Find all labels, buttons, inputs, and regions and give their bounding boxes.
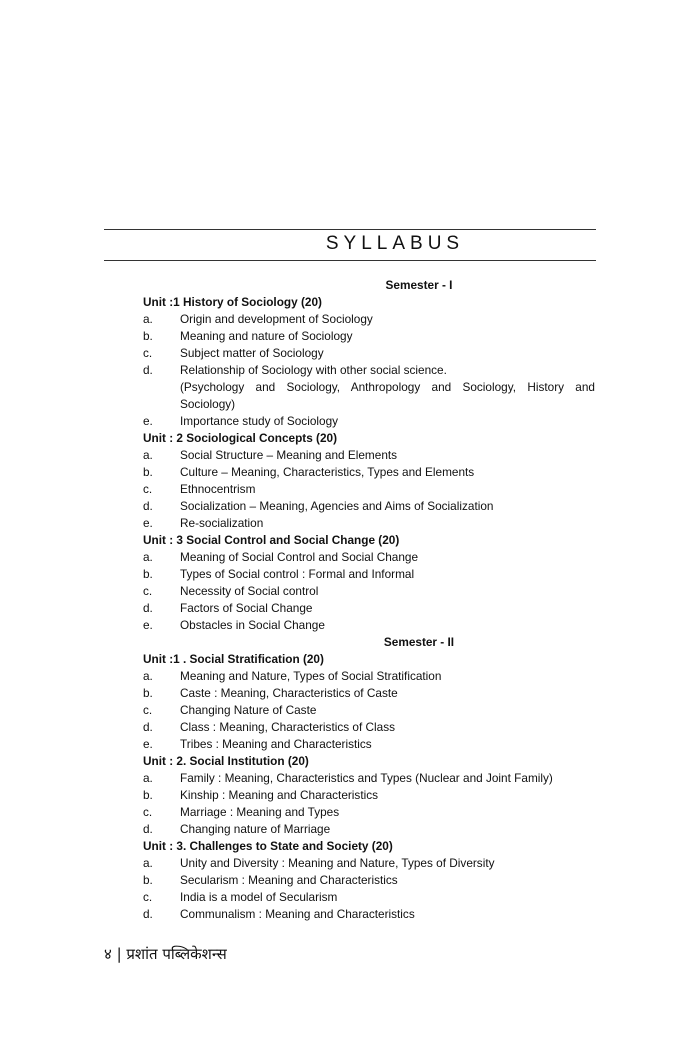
list-item: [143, 770, 595, 787]
item-letter: a.: [143, 669, 153, 683]
list-item: [143, 583, 595, 600]
list-item: [143, 345, 595, 362]
item-text-main: Re-socialization: [180, 516, 264, 530]
item-text: [180, 787, 595, 804]
list-item: [143, 464, 595, 481]
item-text-main: Relationship of Sociology with other social science.: [180, 363, 447, 377]
item-text: [180, 855, 595, 872]
item-text: [180, 413, 595, 430]
list-item: [143, 566, 595, 583]
item-text-main: Factors of Social Change: [180, 601, 313, 615]
list-item: [143, 515, 595, 532]
item-text: [180, 549, 595, 566]
item-text: [180, 770, 595, 787]
item-text: [180, 719, 595, 736]
list-item: [143, 447, 595, 464]
item-text-main: Types of Social control : Formal and Informal: [180, 567, 415, 581]
item-letter: e.: [143, 414, 153, 428]
list-item: [143, 702, 595, 719]
item-text: [180, 464, 595, 481]
unit-heading: Unit : 3. Challenges to State and Society (20): [143, 839, 393, 853]
item-text: [180, 515, 595, 532]
item-text-main: Unity and Diversity : Meaning and Nature, Types of Diversity: [180, 856, 495, 870]
item-text-main: Tribes : Meaning and Characteristics: [180, 737, 372, 751]
item-text: [180, 600, 595, 617]
item-letter: c.: [143, 482, 153, 496]
item-text-main: Secularism : Meaning and Characteristics: [180, 873, 398, 887]
item-letter: b.: [143, 686, 153, 700]
item-text-main: Social Structure – Meaning and Elements: [180, 448, 398, 462]
item-letter: b.: [143, 788, 153, 802]
unit-heading: Unit : 2. Social Institution (20): [143, 754, 309, 768]
list-item: [143, 549, 595, 566]
item-text: [180, 804, 595, 821]
item-text: [180, 617, 595, 634]
page-footer: ४ | प्रशांत पब्लिकेशन्स: [104, 945, 227, 963]
item-letter: d.: [143, 822, 153, 836]
item-text-sub: (Psychology and Sociology, Anthropology and Sociology, History and Sociology): [180, 380, 595, 411]
list-item: [143, 889, 595, 906]
item-text: [180, 481, 595, 498]
list-item: [143, 328, 595, 345]
item-text: [180, 583, 595, 600]
item-text-main: Changing nature of Marriage: [180, 822, 331, 836]
item-text-main: Necessity of Social control: [180, 584, 319, 598]
item-text: [180, 685, 595, 702]
item-letter: c.: [143, 805, 153, 819]
item-text: [180, 566, 595, 583]
item-text: [180, 872, 595, 889]
item-letter: a.: [143, 771, 153, 785]
item-text: [180, 328, 595, 345]
item-text-main: Meaning of Social Control and Social Change: [180, 550, 419, 564]
item-text-main: Changing Nature of Caste: [180, 703, 317, 717]
item-letter: b.: [143, 329, 153, 343]
list-item: [143, 498, 595, 515]
item-text-main: Ethnocentrism: [180, 482, 256, 496]
item-letter: a.: [143, 448, 153, 462]
unit-heading: Unit :1 . Social Stratification (20): [143, 652, 324, 666]
item-text-main: Kinship : Meaning and Characteristics: [180, 788, 379, 802]
item-letter: c.: [143, 703, 153, 717]
list-item: [143, 719, 595, 736]
list-item: [143, 821, 595, 838]
item-letter: d.: [143, 907, 153, 921]
item-text-main: Family : Meaning, Characteristics and Types (Nuclear and Joint Family): [180, 771, 553, 785]
item-letter: a.: [143, 550, 153, 564]
item-text-main: Obstacles in Social Change: [180, 618, 325, 632]
page-title: SYLLABUS: [325, 233, 465, 254]
unit-heading: Unit :1 History of Sociology (20): [143, 295, 322, 309]
list-item: [143, 413, 595, 430]
unit-heading: Unit : 3 Social Control and Social Change (20): [143, 533, 400, 547]
item-text-main: Marriage : Meaning and Types: [180, 805, 340, 819]
item-text-main: Importance study of Sociology: [180, 414, 339, 428]
list-item: [143, 906, 595, 923]
list-item: [143, 872, 595, 889]
item-text-main: Subject matter of Sociology: [180, 346, 324, 360]
item-letter: d.: [143, 601, 153, 615]
item-letter: a.: [143, 856, 153, 870]
list-item: [143, 736, 595, 753]
item-text: [180, 498, 595, 515]
list-item: [143, 311, 595, 328]
list-item: [143, 855, 595, 872]
item-letter: b.: [143, 873, 153, 887]
title-bottom-rule: [104, 260, 596, 261]
list-item: [143, 481, 595, 498]
item-text: [180, 702, 595, 719]
item-text-main: Meaning and nature of Sociology: [180, 329, 353, 343]
item-letter: c.: [143, 346, 153, 360]
item-text: [180, 668, 595, 685]
title-top-rule: [104, 229, 596, 230]
item-text-main: India is a model of Secularism: [180, 890, 338, 904]
item-letter: e.: [143, 618, 153, 632]
item-letter: e.: [143, 516, 153, 530]
item-letter: d.: [143, 499, 153, 513]
item-letter: b.: [143, 465, 153, 479]
item-text: [180, 447, 595, 464]
item-text: [180, 821, 595, 838]
item-letter: a.: [143, 312, 153, 326]
list-item: [143, 600, 595, 617]
semester-heading: Semester - II: [383, 635, 455, 649]
item-text: [180, 311, 595, 328]
item-text: [180, 362, 595, 413]
list-item: [143, 617, 595, 634]
item-text-main: Origin and development of Sociology: [180, 312, 373, 326]
item-letter: e.: [143, 737, 153, 751]
item-letter: b.: [143, 567, 153, 581]
item-text-main: Class : Meaning, Characteristics of Class: [180, 720, 396, 734]
item-letter: c.: [143, 584, 153, 598]
item-text: [180, 736, 595, 753]
unit-heading: Unit : 2 Sociological Concepts (20): [143, 431, 338, 445]
item-text: [180, 889, 595, 906]
item-letter: d.: [143, 720, 153, 734]
item-letter: d.: [143, 363, 153, 377]
item-text-main: Caste : Meaning, Characteristics of Caste: [180, 686, 398, 700]
item-text: [180, 906, 595, 923]
item-letter: c.: [143, 890, 153, 904]
list-item: [143, 685, 595, 702]
item-text-main: Culture – Meaning, Characteristics, Types and Elements: [180, 465, 475, 479]
item-text-main: Meaning and Nature, Types of Social Stratification: [180, 669, 442, 683]
item-text: [180, 345, 595, 362]
semester-heading: Semester - I: [385, 278, 453, 292]
list-item: [143, 787, 595, 804]
item-text-main: Socialization – Meaning, Agencies and Aims of Socialization: [180, 499, 494, 513]
syllabus-content: [143, 277, 595, 923]
list-item: [143, 804, 595, 821]
item-text-main: Communalism : Meaning and Characteristics: [180, 907, 415, 921]
list-item: [143, 362, 595, 413]
list-item: [143, 668, 595, 685]
